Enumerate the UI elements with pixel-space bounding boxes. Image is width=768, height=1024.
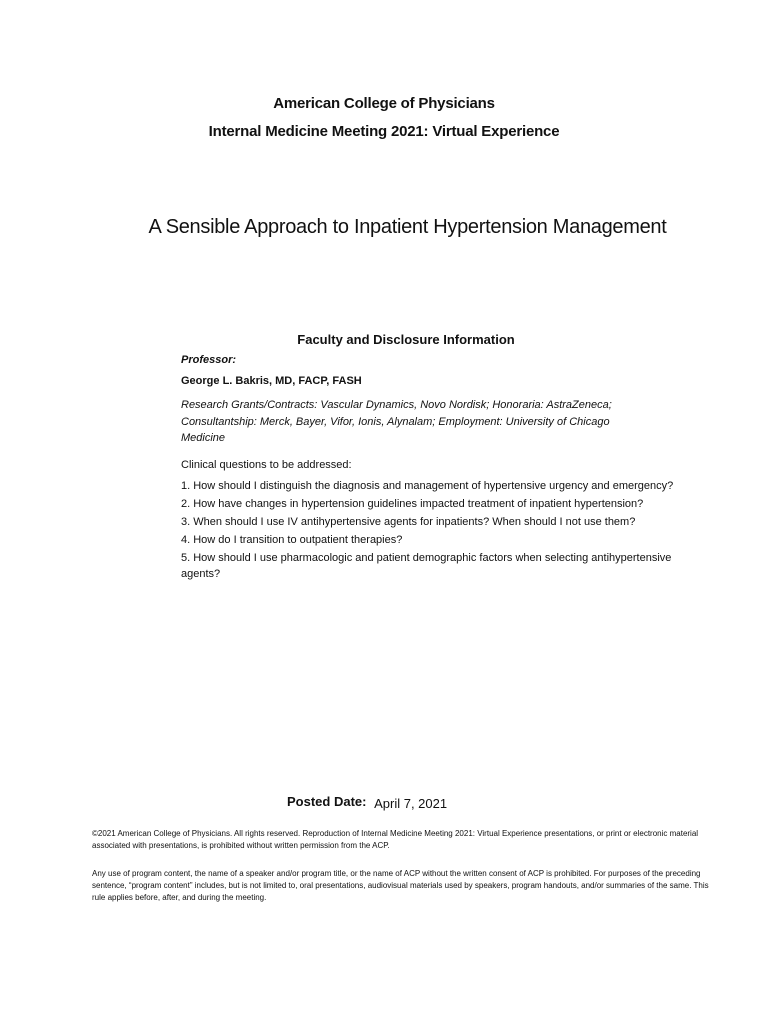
question-item: 3. When should I use IV antihypertensive agents for inpatients? When should I not use them?: [181, 516, 636, 528]
faculty-disclosure: Research Grants/Contracts: Vascular Dynamics, Novo Nordisk; Honoraria: AstraZeneca; Consultantship: Merck, Bayer, Vifor, Ionis, Alynalam; Employment: University of Chicago Medicine: [181, 399, 612, 444]
usage-notice: Any use of program content, the name of a speaker and/or program title, or the name of ACP without the written consent of ACP is prohibited. For purposes of the preceding sentence, “program content” includes, but is not limited to, oral presentations, audiovisual materials used by speakers, program handouts, and/or summaries of the same. This rule applies before, after, and during the meeting.: [92, 869, 709, 902]
organization-name: American College of Physicians: [273, 95, 495, 112]
copyright-notice: ©2021 American College of Physicians. All rights reserved. Reproduction of Internal Medicine Meeting 2021: Virtual Experience presentations, or print or electronic material associated with presentations, is prohibited without written permission from the ACP.: [92, 829, 699, 850]
faculty-role: Professor:: [181, 354, 237, 366]
question-item: 1. How should I distinguish the diagnosis and management of hypertensive urgency and emergency?: [181, 480, 674, 492]
questions-list: [181, 478, 711, 584]
question-item: 2. How have changes in hypertension guidelines impacted treatment of inpatient hypertension?: [181, 498, 644, 510]
faculty-heading: Faculty and Disclosure Information: [297, 332, 515, 347]
posted-date: [287, 794, 447, 809]
question-item: 4. How do I transition to outpatient therapies?: [181, 534, 403, 546]
page-title: A Sensible Approach to Inpatient Hypertension Management: [148, 216, 667, 238]
question-item: 5. How should I use pharmacologic and patient demographic factors when selecting antihypertensive agents?: [181, 552, 672, 580]
faculty-name: George L. Bakris, MD, FACP, FASH: [181, 375, 362, 387]
meeting-name: Internal Medicine Meeting 2021: Virtual Experience: [208, 123, 560, 140]
posted-date-label: Posted Date:: [287, 794, 367, 809]
posted-date-value: April 7, 2021: [374, 796, 448, 811]
questions-heading: Clinical questions to be addressed:: [181, 459, 352, 471]
